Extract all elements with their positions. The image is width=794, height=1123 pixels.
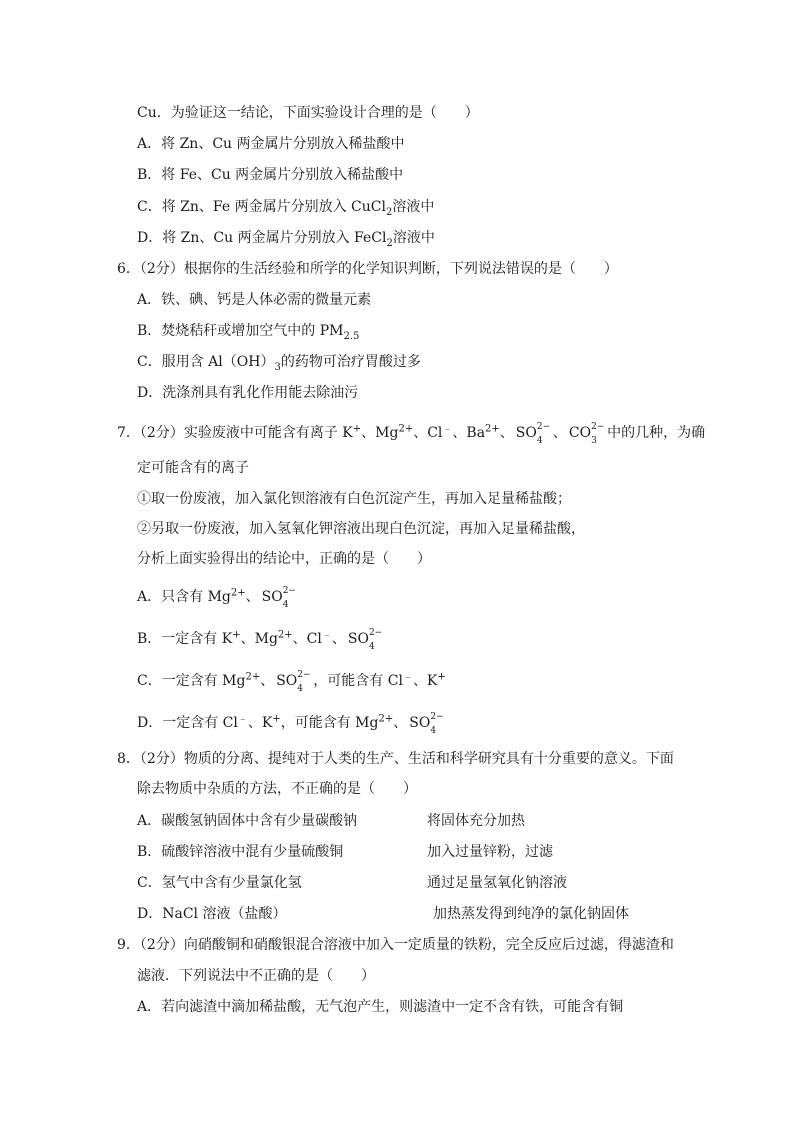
question-text: 、Ba — [452, 425, 486, 441]
q7-stem-line2: 定可能含有的离子 — [137, 460, 249, 476]
option-letter: D． — [137, 385, 163, 401]
option-text-end: 溶液中 — [392, 230, 435, 246]
superscript: + — [352, 423, 362, 435]
q8-option-a — [137, 812, 357, 830]
q7-option-c — [137, 668, 446, 694]
option-text: 硫酸锌溶液中混有少量硫酸铜 — [161, 844, 344, 860]
option-text: 、Cl — [292, 631, 322, 647]
question-text: 向硝酸铜和硝酸银混合溶液中加入一定质量的铁粉，完全反应后过滤，得滤渣和 — [183, 937, 674, 953]
option-letter: D． — [137, 906, 163, 922]
option-text: 将 Zn、Fe 两金属片分别放入 CuCl — [161, 199, 386, 215]
q9-option-a — [137, 998, 623, 1016]
carbonate-ion: CO 2− 3 — [568, 422, 605, 446]
superscript: + — [272, 713, 281, 725]
option-letter: A． — [137, 999, 162, 1015]
subscript: 2 — [386, 237, 393, 249]
option-text: ，可能含有 Cl — [313, 673, 403, 689]
q8-option-a-method: 将固体充分加热 — [427, 813, 525, 829]
q5-option-d — [137, 229, 435, 247]
q5-option-c — [137, 198, 434, 216]
q7-step3: 分析上面实验得出的结论中，正确的是（ ） — [137, 551, 431, 567]
superscript: ﹣ — [321, 629, 332, 641]
question-score: （2分） — [139, 425, 184, 441]
superscript: 2+ — [277, 629, 293, 641]
option-text: 、 — [245, 589, 260, 605]
q8-option-c-method: 通过足量氢氧化钠溶液 — [427, 875, 567, 891]
superscript: ﹣ — [442, 423, 453, 435]
option-letter: A． — [137, 292, 162, 308]
question-score: （2分） — [139, 751, 184, 767]
subscript: 3 — [274, 361, 281, 373]
q8-option-c — [137, 874, 302, 892]
q9-stem-line2: 滤液．下列说法中不正确的是（ ） — [137, 968, 375, 984]
sulfate-ion: SO 2− 4 — [515, 422, 551, 446]
sulfate-ion: SO 2− 4 — [409, 712, 444, 736]
q9-stem — [117, 936, 674, 954]
superscript: 2+ — [398, 423, 414, 435]
question-text: 中的几种，为确 — [607, 425, 706, 441]
q8-stem — [117, 750, 674, 768]
question-text: 物质的分离、提纯对于人类的生产、生活和科学研究具有十分重要的意义。下面 — [183, 751, 674, 767]
question-text: 、Mg — [361, 425, 399, 441]
q8-option-d — [137, 905, 286, 923]
question-text: 、Cl — [413, 425, 443, 441]
subscript: 2.5 — [343, 330, 360, 342]
question-number: 6． — [117, 261, 140, 277]
q6-stem — [117, 260, 618, 278]
q5-option-b — [137, 166, 403, 184]
option-letter: D． — [137, 230, 163, 246]
question-text: 实验废液中可能含有离子 K — [183, 425, 353, 441]
superscript: 2+ — [378, 713, 394, 725]
option-text: 、 — [393, 715, 408, 731]
q7-option-b — [137, 626, 385, 652]
option-text: 一定含有 Cl — [162, 715, 238, 731]
option-text: NaCl 溶液（盐酸） — [162, 906, 287, 922]
option-text: 碳酸氢钠固体中含有少量碳酸钠 — [161, 813, 358, 829]
option-text-end: 的药物可治疗胃酸过多 — [280, 354, 421, 370]
sulfate-ion: SO 2− 4 — [347, 628, 383, 652]
q7-option-d — [137, 710, 446, 736]
option-letter: A． — [137, 589, 162, 605]
sulfate-ion: SO 2− 4 — [276, 670, 311, 694]
q5-option-a — [137, 135, 405, 153]
option-text: 服用含 Al（OH） — [161, 354, 275, 370]
question-text: 、 — [552, 425, 567, 441]
option-text-end: 溶液中 — [392, 199, 435, 215]
option-text: 若向滤渣中滴加稀盐酸，无气泡产生，则滤渣中一定不含有铁，可能含有铜 — [161, 999, 624, 1015]
superscript: ﹣ — [402, 671, 413, 683]
superscript: + — [437, 671, 446, 683]
option-letter: C． — [137, 673, 162, 689]
option-text: 将 Zn、Cu 两金属片分别放入 FeCl — [162, 230, 387, 246]
option-text: 、K — [412, 673, 438, 689]
q8-option-d-method: 加热蒸发得到纯净的氯化钠固体 — [433, 906, 629, 922]
sulfate-ion: SO 2− 4 — [261, 586, 296, 610]
option-text: 、 — [331, 631, 346, 647]
q8-option-b — [137, 843, 343, 861]
option-text: 、K — [247, 715, 273, 731]
option-letter: B． — [137, 631, 162, 647]
option-text: 只含有 Mg — [161, 589, 231, 605]
question-text: 、 — [499, 425, 514, 441]
option-letter: A． — [137, 813, 162, 829]
question-score: （2分） — [139, 261, 184, 277]
question-number: 7． — [117, 425, 140, 441]
q8-stem-line2: 除去物质中杂质的方法，不正确的是（ ） — [137, 781, 417, 797]
option-letter: B． — [137, 844, 162, 860]
option-text: 洗涤剂具有乳化作用能去除油污 — [162, 385, 359, 401]
q8-option-b-method: 加入过量锌粉，过滤 — [427, 844, 553, 860]
q7-option-a — [137, 584, 299, 610]
superscript: 2+ — [245, 671, 261, 683]
question-score: （2分） — [139, 937, 184, 953]
question-number: 9． — [117, 937, 140, 953]
q7-stem — [117, 420, 705, 446]
superscript: 2+ — [485, 423, 500, 435]
superscript: + — [232, 629, 241, 641]
option-text: 、Mg — [240, 631, 278, 647]
option-text: 、 — [260, 673, 275, 689]
q7-step1: ①取一份废液，加入氯化钡溶液有白色沉淀产生，再加入足量稀盐酸； — [137, 491, 571, 507]
option-letter: D． — [137, 715, 163, 731]
option-text: 将 Fe、Cu 两金属片分别放入稀盐酸中 — [161, 167, 404, 183]
superscript: ﹣ — [237, 713, 248, 725]
option-text: 焚烧秸秆或增加空气中的 PM — [161, 323, 344, 339]
option-letter: C． — [137, 199, 162, 215]
q5-stem-continuation: Cu．为验证这一结论，下面实验设计合理的是（ ） — [137, 105, 479, 121]
option-text: ，可能含有 Mg — [280, 715, 379, 731]
q6-option-a — [137, 291, 371, 309]
option-letter: A． — [137, 136, 162, 152]
option-letter: C． — [137, 875, 162, 891]
option-text: 一定含有 K — [161, 631, 233, 647]
option-letter: B． — [137, 167, 162, 183]
question-number: 8． — [117, 751, 140, 767]
option-text: 一定含有 Mg — [161, 673, 246, 689]
q6-option-b — [137, 322, 359, 340]
q7-step2: ②另取一份废液，加入氢氧化钾溶液出现白色沉淀，再加入足量稀盐酸， — [137, 521, 585, 537]
option-text: 氢气中含有少量氯化氢 — [161, 875, 302, 891]
option-letter: C． — [137, 354, 162, 370]
option-letter: B． — [137, 323, 162, 339]
question-text: 根据你的生活经验和所学的化学知识判断，下列说法错误的是（ ） — [183, 261, 618, 277]
subscript: 2 — [385, 206, 393, 218]
option-text: 铁、碘、钙是人体必需的微量元素 — [161, 292, 372, 308]
q6-option-c — [137, 353, 421, 371]
superscript: 2+ — [230, 587, 246, 599]
option-text: 将 Zn、Cu 两金属片分别放入稀盐酸中 — [161, 136, 405, 152]
q6-option-d — [137, 384, 358, 402]
